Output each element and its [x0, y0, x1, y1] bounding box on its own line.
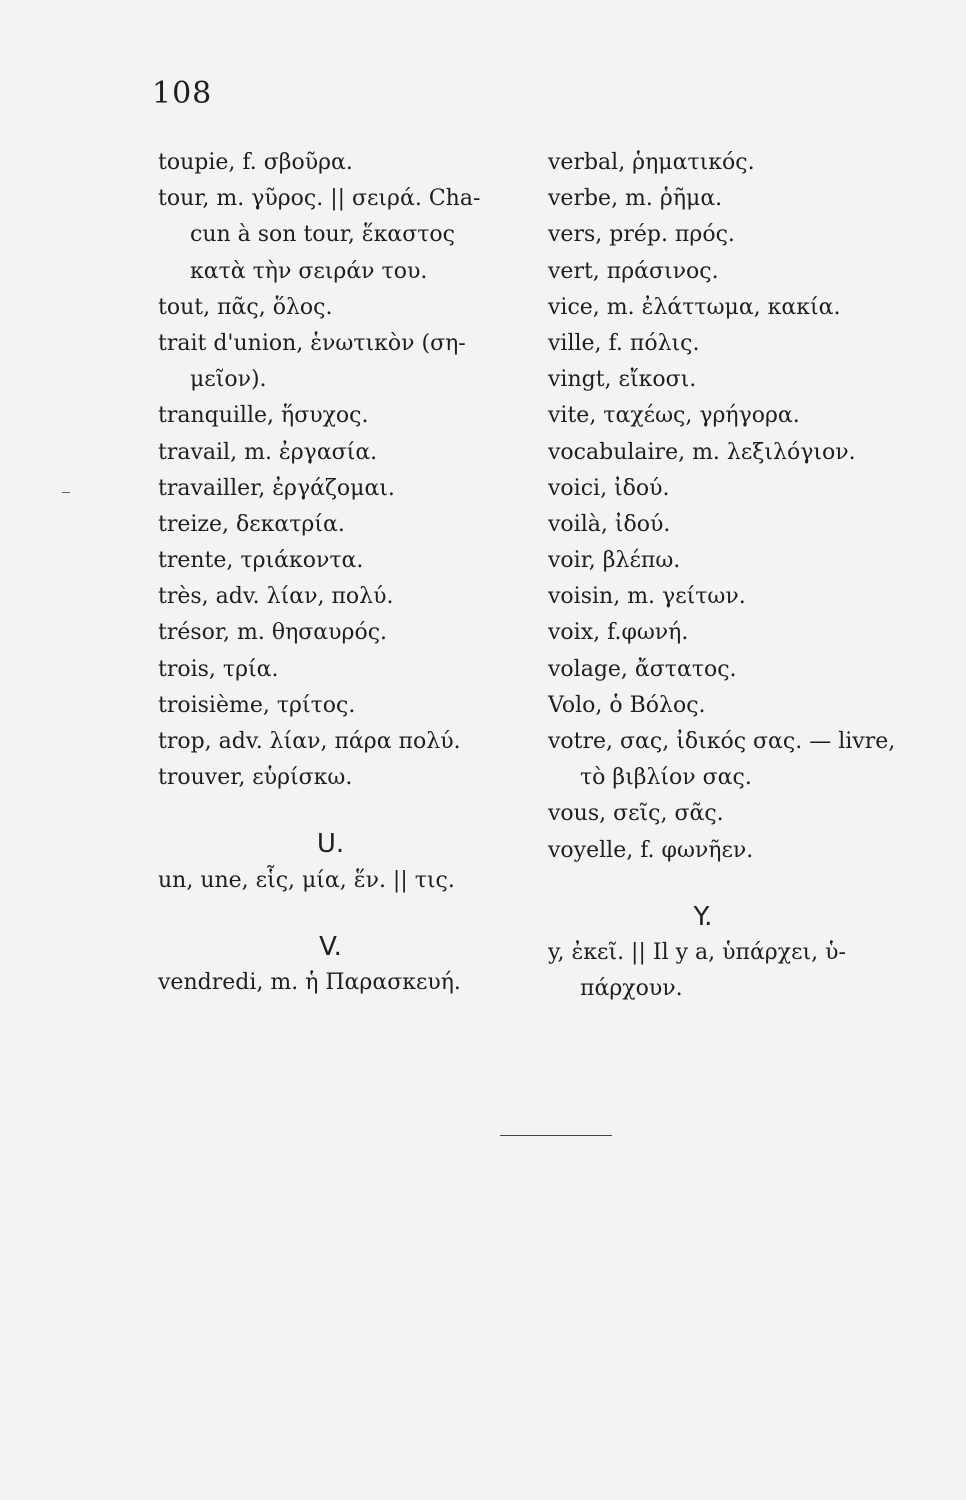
dictionary-entry: treize, δεκατρία.: [158, 511, 345, 537]
dictionary-entry: πάρχουν.: [580, 976, 683, 1002]
dictionary-entry: trait d'union, ἑνωτικὸν (ση-: [158, 330, 466, 356]
y-entries: [548, 935, 928, 1007]
dictionary-entry: vite, ταχέως, γρήγορα.: [548, 403, 800, 429]
dictionary-entry: verbe, m. ῥῆμα.: [548, 186, 723, 212]
dictionary-entry: verbal, ῥηματικός.: [548, 150, 755, 175]
dictionary-entry: cun à son tour, ἕκαστος: [190, 222, 455, 248]
dictionary-entry: voyelle, f. φωνῆεν.: [548, 837, 754, 863]
dictionary-entry: voisin, m. γείτων.: [548, 584, 746, 610]
dictionary-entry: κατὰ τὴν σειράν του.: [190, 258, 428, 284]
dictionary-entry: vous, σεῖς, σᾶς.: [548, 801, 724, 827]
dictionary-entry: vingt, εἴκοσι.: [548, 367, 697, 393]
right-entries: [548, 145, 928, 869]
u-entries: [158, 863, 528, 899]
dictionary-entry: vice, m. ἐλάττωμα, κακία.: [548, 294, 841, 320]
dictionary-entry: trente, τριάκοντα.: [158, 548, 364, 574]
margin-mark: [62, 492, 70, 493]
page-number: 108: [152, 76, 213, 111]
right-column: [548, 145, 928, 1007]
dictionary-entry: troisième, τρίτος.: [158, 692, 356, 718]
dictionary-entry: tout, πᾶς, ὅλος.: [158, 294, 333, 320]
dictionary-entry: volage, ἄστατος.: [548, 656, 737, 682]
dictionary-entry: votre, σας, ἰδικός σας. — livre,: [548, 729, 896, 754]
dictionary-entry: trouver, εὑρίσκω.: [158, 765, 353, 791]
dictionary-entry: trésor, m. θησαυρός.: [158, 620, 388, 646]
dictionary-entry: Volo, ὁ Βόλος.: [548, 692, 706, 718]
dictionary-entry: voici, ἰδού.: [548, 475, 670, 501]
section-heading-y: Y.: [693, 901, 713, 932]
dictionary-entry: trop, adv. λίαν, πάρα πολύ.: [158, 729, 461, 754]
dictionary-entry: ville, f. πόλις.: [548, 330, 700, 356]
dictionary-entry: voir, βλέπω.: [548, 548, 681, 574]
dictionary-entry: tour, m. γῦρος. || σειρά. Cha-: [158, 186, 481, 212]
dictionary-entry: vers, prép. πρός.: [548, 222, 735, 248]
dictionary-entry: vocabulaire, m. λεξιλόγιον.: [548, 439, 856, 465]
left-column: [158, 145, 528, 1001]
dictionary-entry: travailler, ἐργάζομαι.: [158, 475, 395, 501]
dictionary-entry: voilà, ἰδού.: [548, 511, 671, 537]
v-entries: [158, 965, 528, 1001]
dictionary-entry: toupie, f. σβοῦρα.: [158, 150, 353, 175]
section-heading-u: U.: [316, 829, 345, 860]
dictionary-entry: vert, πράσινος.: [548, 258, 719, 284]
dictionary-entry: y, ἐκεῖ. || Il y a, ὑπάρχει, ὑ-: [548, 939, 846, 965]
dictionary-entry: μεῖον).: [190, 367, 267, 393]
section-heading-v: V.: [319, 931, 342, 962]
dictionary-entry: tranquille, ἥσυχος.: [158, 403, 369, 429]
dictionary-entry: un, une, εἷς, μία, ἕν. || τις.: [158, 867, 455, 893]
dictionary-entry: très, adv. λίαν, πολύ.: [158, 584, 394, 610]
left-entries: [158, 145, 528, 796]
dictionary-entry: τὸ βιβλίον σας.: [580, 765, 752, 791]
end-rule: [500, 1135, 612, 1136]
dictionary-entry: travail, m. ἐργασία.: [158, 439, 378, 465]
dictionary-entry: trois, τρία.: [158, 656, 279, 682]
dictionary-entry: vendredi, m. ἡ Παρασκευή.: [158, 969, 461, 995]
dictionary-entry: voix, f.φωνή.: [548, 620, 689, 646]
